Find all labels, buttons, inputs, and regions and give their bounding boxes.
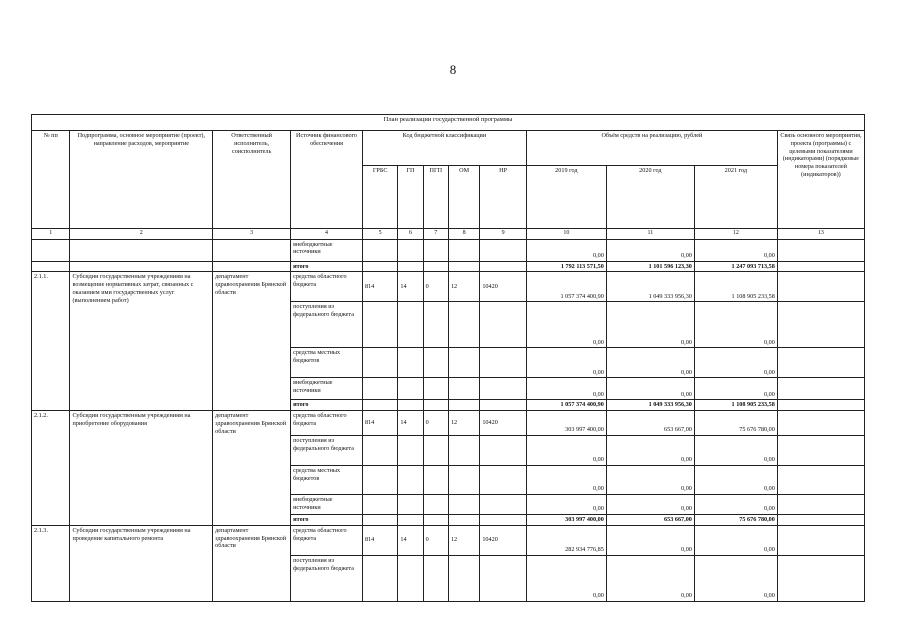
grbs-code-cell (362, 466, 397, 495)
gp-code-cell (398, 261, 423, 272)
header-om: ОМ (448, 166, 479, 229)
value-2021-cell: 0,00 (694, 495, 777, 515)
pgp-code-cell (423, 239, 448, 261)
item-name-cell (70, 239, 213, 261)
value-2019-cell: 0,00 (526, 302, 606, 348)
column-number-cell: 13 (777, 229, 864, 240)
table-title-row (32, 115, 865, 131)
header-indicators-link: Связь основного мероприятия, проекта (программы) с целевыми показателями (индикаторами) (порядковые номера показателей (индикаторов)) (777, 131, 864, 229)
value-2020-cell: 0,00 (606, 302, 694, 348)
item-name-cell: Субсидии государственным учреждениям на возмещение нормативных затрат, связанных с оказанием ими государственных услуг (выполнением работ) (70, 272, 213, 411)
source-row (32, 272, 865, 302)
grbs-code-cell (362, 261, 397, 272)
nr-code-cell (480, 239, 527, 261)
indicator-link-cell (777, 466, 864, 495)
item-number-cell: 2.1.2. (32, 411, 70, 526)
nr-code-cell (480, 515, 527, 526)
executor-cell (213, 239, 291, 261)
om-code-cell (448, 515, 479, 526)
indicator-link-cell (777, 555, 864, 601)
header-executor: Ответственный исполнитель, соисполнитель (213, 131, 291, 229)
value-2021-cell: 1 108 905 233,58 (694, 400, 777, 411)
value-2019-cell: 1 057 374 400,90 (526, 272, 606, 302)
om-code-cell (448, 555, 479, 601)
column-number-row (32, 229, 865, 240)
value-2021-cell: 75 676 780,00 (694, 515, 777, 526)
nr-code-cell (480, 466, 527, 495)
value-2020-cell: 0,00 (606, 378, 694, 400)
value-2021-cell: 0,00 (694, 348, 777, 378)
nr-code-cell (480, 436, 527, 466)
om-code-cell (448, 261, 479, 272)
value-2020-cell: 0,00 (606, 555, 694, 601)
value-2019-cell: 0,00 (526, 495, 606, 515)
nr-code-cell (480, 495, 527, 515)
nr-code-cell (480, 302, 527, 348)
header-program: Подпрограмма, основное мероприятие (проект), направление расходов, мероприятие (70, 131, 213, 229)
grbs-code-cell (362, 555, 397, 601)
funding-source-cell: итого (291, 400, 363, 411)
value-2019-cell: 0,00 (526, 436, 606, 466)
column-number-cell: 1 (32, 229, 70, 240)
om-code-cell: 12 (448, 525, 479, 555)
header-number: № пп (32, 131, 70, 229)
pgp-code-cell (423, 400, 448, 411)
gp-code-cell (398, 555, 423, 601)
gp-code-cell (398, 400, 423, 411)
om-code-cell (448, 436, 479, 466)
item-number-cell: 2.1.1. (32, 272, 70, 411)
value-2020-cell: 0,00 (606, 466, 694, 495)
gp-code-cell (398, 515, 423, 526)
om-code-cell (448, 302, 479, 348)
header-grbs: ГРБС (362, 166, 397, 229)
executor-cell (213, 261, 291, 272)
grbs-code-cell (362, 515, 397, 526)
value-2019-cell: 282 934 776,85 (526, 525, 606, 555)
funding-source-cell: средства местных бюджетов (291, 348, 363, 378)
value-2021-cell: 0,00 (694, 555, 777, 601)
gp-code-cell (398, 378, 423, 400)
grbs-code-cell (362, 495, 397, 515)
value-2021-cell: 0,00 (694, 466, 777, 495)
value-2021-cell: 0,00 (694, 302, 777, 348)
value-2020-cell: 0,00 (606, 348, 694, 378)
header-gp: ГП (398, 166, 423, 229)
gp-code-cell: 14 (398, 411, 423, 436)
nr-code-cell (480, 378, 527, 400)
pgp-code-cell (423, 555, 448, 601)
program-plan-table (31, 114, 865, 602)
pgp-code-cell (423, 495, 448, 515)
value-2021-cell: 0,00 (694, 436, 777, 466)
funding-source-cell: поступления из федерального бюджета (291, 302, 363, 348)
header-budget-classification: Код бюджетной классификации (362, 131, 526, 166)
grbs-code-cell (362, 436, 397, 466)
pgp-code-cell (423, 466, 448, 495)
column-number-cell: 8 (448, 229, 479, 240)
item-name-cell (70, 261, 213, 272)
header-source: Источник финансового обеспечения (291, 131, 363, 229)
indicator-link-cell (777, 272, 864, 302)
column-number-cell: 4 (291, 229, 363, 240)
funding-source-cell: средства областного бюджета (291, 411, 363, 436)
total-row (32, 261, 865, 272)
value-2019-cell: 0,00 (526, 555, 606, 601)
value-2019-cell: 0,00 (526, 466, 606, 495)
funding-source-cell: внебюджетные источники (291, 239, 363, 261)
grbs-code-cell (362, 400, 397, 411)
value-2021-cell: 1 108 905 233,58 (694, 272, 777, 302)
column-number-cell: 7 (423, 229, 448, 240)
value-2019-cell: 0,00 (526, 378, 606, 400)
funding-source-cell: внебюджетные источники (291, 495, 363, 515)
nr-code-cell (480, 261, 527, 272)
gp-code-cell (398, 302, 423, 348)
value-2019-cell: 1 057 374 400,90 (526, 400, 606, 411)
pgp-code-cell: 0 (423, 411, 448, 436)
indicator-link-cell (777, 261, 864, 272)
grbs-code-cell: 814 (362, 272, 397, 302)
value-2020-cell: 653 667,00 (606, 515, 694, 526)
funding-source-cell: внебюджетные источники (291, 378, 363, 400)
om-code-cell (448, 348, 479, 378)
value-2021-cell: 0,00 (694, 378, 777, 400)
grbs-code-cell (362, 302, 397, 348)
pgp-code-cell (423, 302, 448, 348)
om-code-cell (448, 239, 479, 261)
header-2019: 2019 год (526, 166, 606, 229)
indicator-link-cell (777, 495, 864, 515)
header-volume: Объём средств на реализацию, рублей (526, 131, 777, 166)
item-number-cell (32, 261, 70, 272)
value-2019-cell: 303 997 400,00 (526, 411, 606, 436)
value-2020-cell: 1 049 333 956,30 (606, 400, 694, 411)
header-row (32, 131, 865, 166)
pgp-code-cell (423, 515, 448, 526)
value-2020-cell: 0,00 (606, 239, 694, 261)
table-title: План реализации государственной программы (32, 115, 865, 131)
grbs-code-cell (362, 348, 397, 378)
pgp-code-cell: 0 (423, 272, 448, 302)
grbs-code-cell (362, 239, 397, 261)
indicator-link-cell (777, 348, 864, 378)
value-2019-cell: 0,00 (526, 348, 606, 378)
indicator-link-cell (777, 411, 864, 436)
om-code-cell: 12 (448, 272, 479, 302)
grbs-code-cell: 814 (362, 411, 397, 436)
source-row (32, 525, 865, 555)
om-code-cell (448, 400, 479, 411)
column-number-cell: 2 (70, 229, 213, 240)
source-row (32, 239, 865, 261)
column-number-cell: 11 (606, 229, 694, 240)
funding-source-cell: поступления из федерального бюджета (291, 555, 363, 601)
gp-code-cell (398, 239, 423, 261)
funding-source-cell: средства местных бюджетов (291, 466, 363, 495)
value-2021-cell: 1 247 093 713,58 (694, 261, 777, 272)
header-2021: 2021 год (694, 166, 777, 229)
gp-code-cell: 14 (398, 525, 423, 555)
nr-code-cell: 10420 (480, 525, 527, 555)
om-code-cell (448, 378, 479, 400)
grbs-code-cell: 814 (362, 525, 397, 555)
funding-source-cell: средства областного бюджета (291, 272, 363, 302)
item-name-cell: Субсидии государственным учреждениям на проведение капитального ремонта (70, 525, 213, 601)
gp-code-cell (398, 348, 423, 378)
executor-cell: департамент здравоохранения Брянской области (213, 525, 291, 601)
om-code-cell (448, 495, 479, 515)
indicator-link-cell (777, 302, 864, 348)
om-code-cell (448, 466, 479, 495)
funding-source-cell: итого (291, 261, 363, 272)
header-2020: 2020 год (606, 166, 694, 229)
funding-source-cell: итого (291, 515, 363, 526)
indicator-link-cell (777, 239, 864, 261)
om-code-cell: 12 (448, 411, 479, 436)
value-2020-cell: 1 049 333 956,30 (606, 272, 694, 302)
gp-code-cell: 14 (398, 272, 423, 302)
item-number-cell (32, 239, 70, 261)
gp-code-cell (398, 495, 423, 515)
header-nr: НР (480, 166, 527, 229)
funding-source-cell: средства областного бюджета (291, 525, 363, 555)
indicator-link-cell (777, 515, 864, 526)
header-pgp: ПГП (423, 166, 448, 229)
executor-cell: департамент здравоохранения Брянской области (213, 411, 291, 526)
nr-code-cell (480, 400, 527, 411)
value-2021-cell: 0,00 (694, 239, 777, 261)
page-number: 8 (449, 62, 457, 77)
indicator-link-cell (777, 400, 864, 411)
pgp-code-cell (423, 348, 448, 378)
funding-source-cell: поступления из федерального бюджета (291, 436, 363, 466)
value-2021-cell: 75 676 780,00 (694, 411, 777, 436)
value-2020-cell: 653 667,00 (606, 411, 694, 436)
value-2020-cell: 0,00 (606, 525, 694, 555)
pgp-code-cell (423, 261, 448, 272)
value-2021-cell: 0,00 (694, 525, 777, 555)
source-row (32, 411, 865, 436)
indicator-link-cell (777, 525, 864, 555)
value-2019-cell: 0,00 (526, 239, 606, 261)
item-name-cell: Субсидии государственным учреждениям на приобретение оборудования (70, 411, 213, 526)
value-2019-cell: 303 997 400,00 (526, 515, 606, 526)
executor-cell: департамент здравоохранения Брянской области (213, 272, 291, 411)
nr-code-cell: 10420 (480, 411, 527, 436)
value-2020-cell: 0,00 (606, 436, 694, 466)
column-number-cell: 5 (362, 229, 397, 240)
gp-code-cell (398, 436, 423, 466)
pgp-code-cell (423, 378, 448, 400)
column-number-cell: 12 (694, 229, 777, 240)
nr-code-cell (480, 555, 527, 601)
nr-code-cell (480, 348, 527, 378)
indicator-link-cell (777, 436, 864, 466)
column-number-cell: 9 (480, 229, 527, 240)
item-number-cell: 2.1.3. (32, 525, 70, 601)
value-2020-cell: 0,00 (606, 495, 694, 515)
grbs-code-cell (362, 378, 397, 400)
value-2019-cell: 1 792 113 571,50 (526, 261, 606, 272)
value-2020-cell: 1 101 596 123,30 (606, 261, 694, 272)
column-number-cell: 3 (213, 229, 291, 240)
column-number-cell: 10 (526, 229, 606, 240)
pgp-code-cell: 0 (423, 525, 448, 555)
indicator-link-cell (777, 378, 864, 400)
column-number-cell: 6 (398, 229, 423, 240)
nr-code-cell: 10420 (480, 272, 527, 302)
pgp-code-cell (423, 436, 448, 466)
gp-code-cell (398, 466, 423, 495)
